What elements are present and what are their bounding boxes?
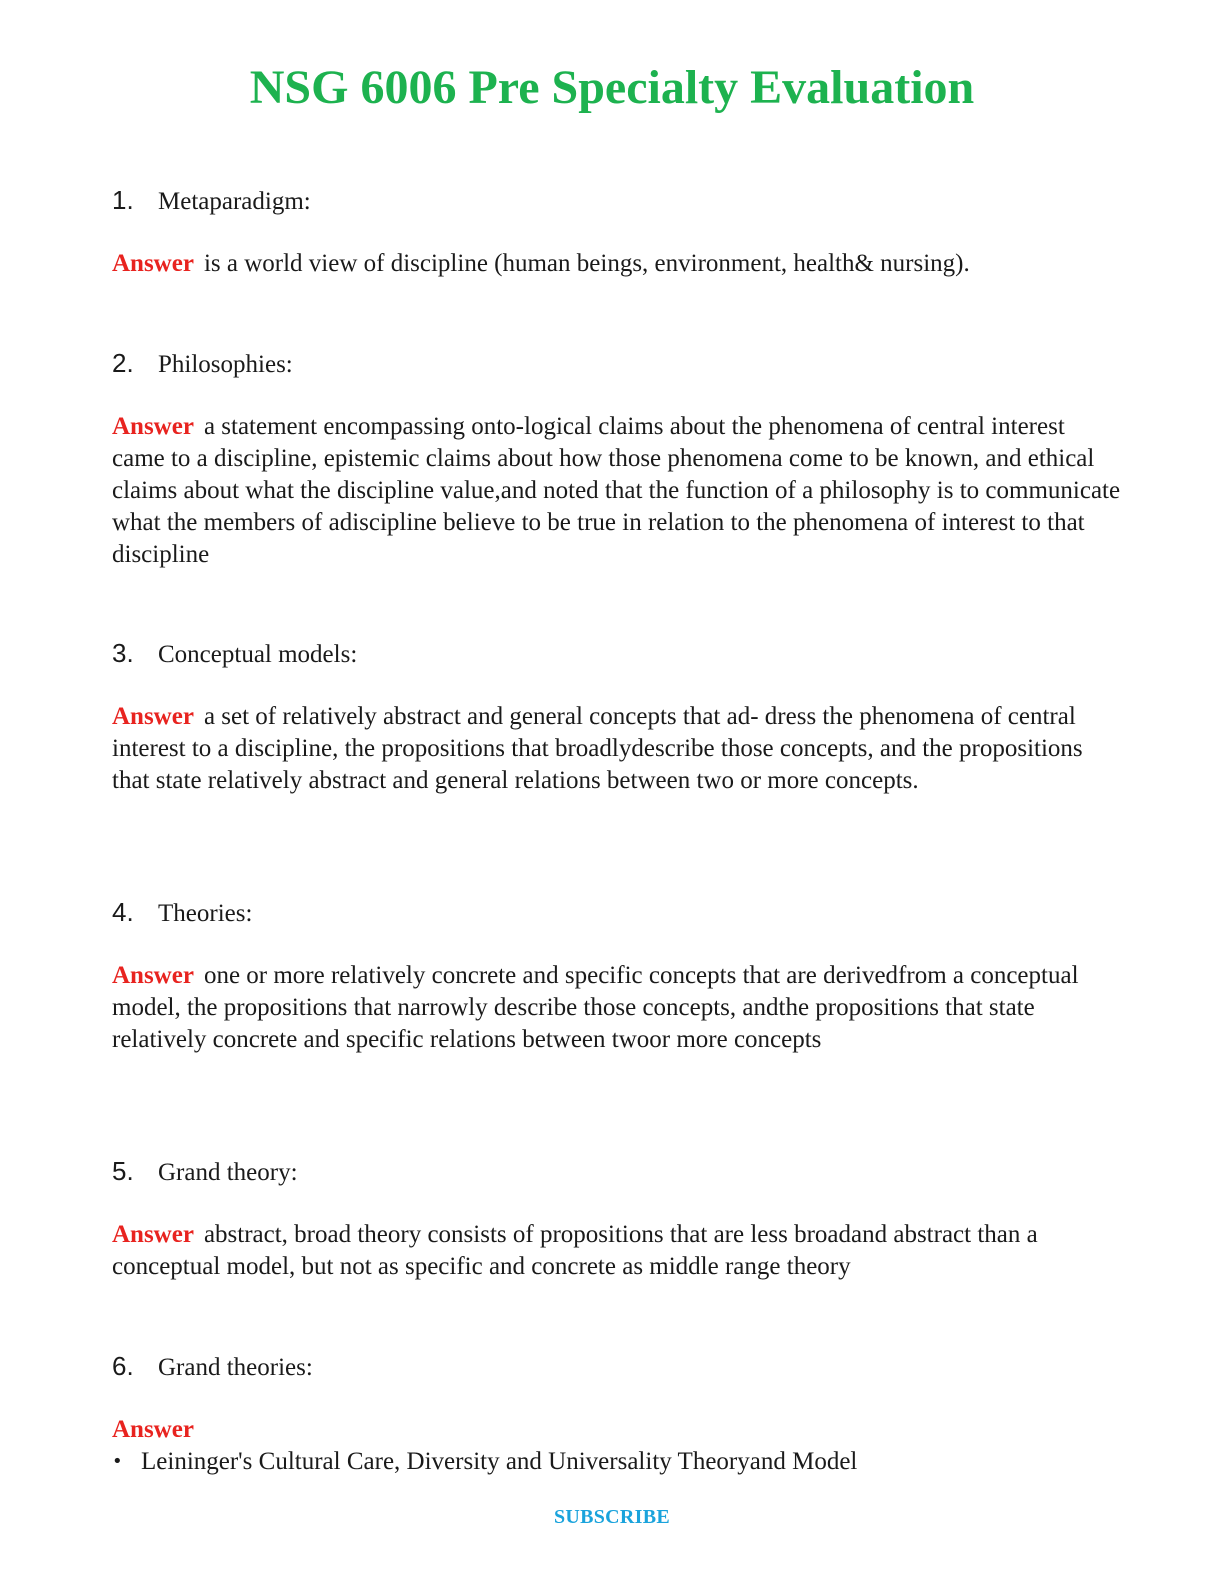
question-3 [112, 637, 1122, 671]
question-label: Metaparadigm: [158, 188, 311, 215]
answer-2 [112, 411, 1122, 571]
answer-1 [112, 248, 1122, 280]
answer-text: abstract, broad theory consists of propositions that are less broadand abstract than a conceptual model, but not as specific and concrete as middle range theory [112, 1221, 1038, 1280]
answer-6-bullet-list [112, 1446, 1122, 1478]
question-number: 6. [112, 1351, 134, 1381]
answer-3 [112, 701, 1122, 797]
question-4 [112, 896, 1122, 930]
list-item [112, 1446, 1122, 1478]
question-1 [112, 184, 1122, 218]
bullet-icon: • [112, 1451, 123, 1472]
question-2 [112, 347, 1122, 381]
answer-4 [112, 960, 1122, 1056]
answer-6 [112, 1414, 1122, 1446]
question-label: Philosophies: [158, 351, 293, 378]
question-label: Grand theories: [158, 1354, 313, 1381]
subscribe-link[interactable]: SUBSCRIBE [553, 1506, 671, 1528]
answer-label: Answer [112, 413, 194, 440]
answer-text: a set of relatively abstract and general concepts that ad- dress the phenomena of central interest to a discipline, the propositions that broadlydescribe those concepts, and the propositions that state relatively abstract and general relations between two or more concepts. [112, 703, 1083, 794]
question-number: 4. [112, 897, 134, 927]
question-label: Conceptual models: [158, 641, 358, 668]
answer-label: Answer [112, 250, 194, 277]
answer-text: a statement encompassing onto-logical claims about the phenomena of central interest came to a discipline, epistemic claims about how those phenomena come to be known, and ethical claims about what the discipline value,and noted that the function of a philosophy is to communicate what the members of adiscipline believe to be true in relation to the phenomena of interest to that discipline [112, 413, 1121, 568]
question-number: 1. [112, 185, 134, 215]
page-title: NSG 6006 Pre Specialty Evaluation [249, 61, 975, 114]
list-item-text: Leininger's Cultural Care, Diversity and Universality Theoryand Model [141, 1448, 858, 1475]
question-number: 3. [112, 638, 134, 668]
answer-label: Answer [112, 962, 194, 989]
answer-text: one or more relatively concrete and specific concepts that are derivedfrom a conceptual model, the propositions that narrowly describe those concepts, andthe propositions that state relatively concrete and specific relations between twoor more concepts [112, 962, 1079, 1053]
question-number: 2. [112, 348, 134, 378]
answer-label: Answer [112, 703, 194, 730]
question-number: 5. [112, 1156, 134, 1186]
answer-label: Answer [112, 1221, 194, 1248]
answer-5 [112, 1219, 1122, 1283]
answer-text: is a world view of discipline (human beings, environment, health& nursing). [203, 250, 970, 277]
question-label: Grand theory: [158, 1159, 298, 1186]
question-5 [112, 1155, 1122, 1189]
answer-label: Answer [112, 1416, 194, 1443]
question-6 [112, 1350, 1122, 1384]
question-label: Theories: [158, 900, 253, 927]
